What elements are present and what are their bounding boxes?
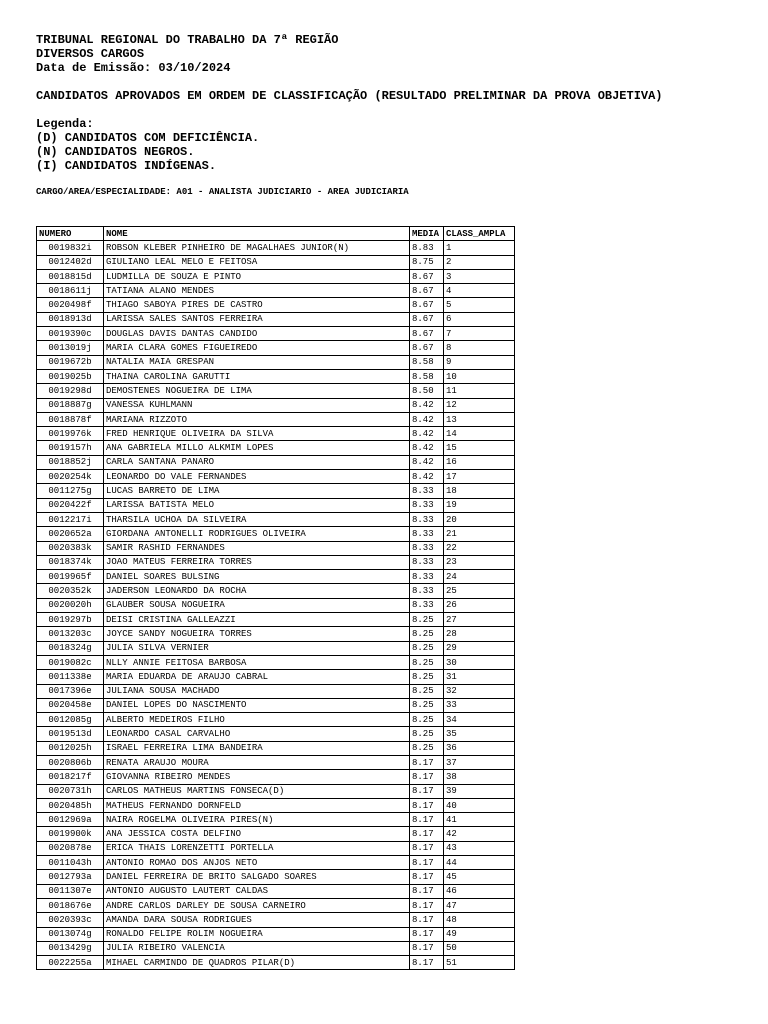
cell-class-ampla: 20: [444, 512, 515, 526]
cell-media: 8.42: [410, 470, 444, 484]
table-row: [37, 527, 515, 541]
table-row: [37, 427, 515, 441]
cell-media: 8.25: [410, 641, 444, 655]
cell-nome: ANTONIO ROMAO DOS ANJOS NETO: [104, 856, 410, 870]
cell-media: 8.25: [410, 727, 444, 741]
cell-nome: DANIEL SOARES BULSING: [104, 570, 410, 584]
cell-nome: CARLA SANTANA PANARO: [104, 455, 410, 469]
legend-item-n: (N) CANDIDATOS NEGROS.: [36, 145, 195, 159]
cell-media: 8.17: [410, 755, 444, 769]
cell-media: 8.67: [410, 341, 444, 355]
table-row: [37, 670, 515, 684]
cell-media: 8.42: [410, 441, 444, 455]
cell-media: 8.33: [410, 527, 444, 541]
cell-numero: 0019082c: [37, 655, 104, 669]
cell-numero: 0017396e: [37, 684, 104, 698]
cell-numero: 0020806b: [37, 755, 104, 769]
table-row: [37, 255, 515, 269]
cell-nome: THIAGO SABOYA PIRES DE CASTRO: [104, 298, 410, 312]
cell-class-ampla: 41: [444, 813, 515, 827]
cell-numero: 0013019j: [37, 341, 104, 355]
table-row: [37, 655, 515, 669]
cell-class-ampla: 40: [444, 798, 515, 812]
cell-class-ampla: 17: [444, 470, 515, 484]
cell-media: 8.33: [410, 541, 444, 555]
column-header-numero: NUMERO: [37, 227, 104, 241]
table-row: [37, 584, 515, 598]
cell-numero: 0019157h: [37, 441, 104, 455]
cell-nome: LUCAS BARRETO DE LIMA: [104, 484, 410, 498]
cell-class-ampla: 27: [444, 613, 515, 627]
table-row: [37, 784, 515, 798]
cell-numero: 0018324g: [37, 641, 104, 655]
cell-numero: 0012217i: [37, 512, 104, 526]
cell-numero: 0020878e: [37, 841, 104, 855]
cell-media: 8.42: [410, 455, 444, 469]
cell-numero: 0019832i: [37, 241, 104, 255]
cell-nome: FRED HENRIQUE OLIVEIRA DA SILVA: [104, 427, 410, 441]
table-row: [37, 841, 515, 855]
cell-media: 8.17: [410, 856, 444, 870]
cell-numero: 0020498f: [37, 298, 104, 312]
legend-item-d: (D) CANDIDATOS COM DEFICIÊNCIA.: [36, 131, 260, 145]
cell-numero: 0018852j: [37, 455, 104, 469]
cell-numero: 0019672b: [37, 355, 104, 369]
table-row: [37, 798, 515, 812]
cell-class-ampla: 18: [444, 484, 515, 498]
cell-media: 8.33: [410, 498, 444, 512]
cell-numero: 0020422f: [37, 498, 104, 512]
cell-class-ampla: 5: [444, 298, 515, 312]
cell-nome: MATHEUS FERNANDO DORNFELD: [104, 798, 410, 812]
table-row: [37, 241, 515, 255]
cell-nome: CARLOS MATHEUS MARTINS FONSECA(D): [104, 784, 410, 798]
cell-nome: ERICA THAIS LORENZETTI PORTELLA: [104, 841, 410, 855]
cell-class-ampla: 35: [444, 727, 515, 741]
cell-class-ampla: 4: [444, 284, 515, 298]
cell-nome: RENATA ARAUJO MOURA: [104, 755, 410, 769]
table-row: [37, 384, 515, 398]
cell-class-ampla: 21: [444, 527, 515, 541]
table-row: [37, 369, 515, 383]
cell-media: 8.25: [410, 627, 444, 641]
cell-class-ampla: 9: [444, 355, 515, 369]
cell-media: 8.25: [410, 684, 444, 698]
cell-media: 8.17: [410, 956, 444, 970]
cell-numero: 0020254k: [37, 470, 104, 484]
cell-class-ampla: 43: [444, 841, 515, 855]
cell-numero: 0018815d: [37, 269, 104, 283]
cell-class-ampla: 22: [444, 541, 515, 555]
cell-media: 8.17: [410, 913, 444, 927]
cell-numero: 0020485h: [37, 798, 104, 812]
cell-numero: 0019965f: [37, 570, 104, 584]
table-row: [37, 641, 515, 655]
table-row: [37, 341, 515, 355]
cell-numero: 0018676e: [37, 898, 104, 912]
table-row: [37, 498, 515, 512]
cell-class-ampla: 39: [444, 784, 515, 798]
cell-media: 8.25: [410, 613, 444, 627]
cell-numero: 0018887g: [37, 398, 104, 412]
cell-class-ampla: 12: [444, 398, 515, 412]
cell-numero: 0019390c: [37, 327, 104, 341]
cell-numero: 0020731h: [37, 784, 104, 798]
cell-media: 8.17: [410, 927, 444, 941]
table-body: [37, 241, 515, 970]
cell-numero: 0019297b: [37, 613, 104, 627]
cell-class-ampla: 34: [444, 713, 515, 727]
cell-class-ampla: 6: [444, 312, 515, 326]
table-row: [37, 484, 515, 498]
cell-nome: ISRAEL FERREIRA LIMA BANDEIRA: [104, 741, 410, 755]
cell-class-ampla: 42: [444, 827, 515, 841]
cell-numero: 0013429g: [37, 941, 104, 955]
cell-numero: 0020652a: [37, 527, 104, 541]
cell-class-ampla: 36: [444, 741, 515, 755]
cell-media: 8.17: [410, 798, 444, 812]
column-header-class-ampla: CLASS_AMPLA: [444, 227, 515, 241]
cell-nome: GLAUBER SOUSA NOGUEIRA: [104, 598, 410, 612]
cell-nome: JULIA SILVA VERNIER: [104, 641, 410, 655]
cell-media: 8.25: [410, 670, 444, 684]
table-row: [37, 927, 515, 941]
cell-media: 8.33: [410, 484, 444, 498]
cell-class-ampla: 28: [444, 627, 515, 641]
cell-numero: 0019513d: [37, 727, 104, 741]
cell-nome: ROBSON KLEBER PINHEIRO DE MAGALHAES JUNIOR(N): [104, 241, 410, 255]
cell-nome: JOAO MATEUS FERREIRA TORRES: [104, 555, 410, 569]
cell-nome: DEISI CRISTINA GALLEAZZI: [104, 613, 410, 627]
issue-date: Data de Emissão: 03/10/2024: [36, 61, 231, 75]
cell-class-ampla: 3: [444, 269, 515, 283]
cell-nome: MARIANA RIZZOTO: [104, 412, 410, 426]
cell-media: 8.33: [410, 570, 444, 584]
cell-class-ampla: 24: [444, 570, 515, 584]
cell-class-ampla: 15: [444, 441, 515, 455]
cell-class-ampla: 38: [444, 770, 515, 784]
cell-nome: LARISSA SALES SANTOS FERREIRA: [104, 312, 410, 326]
cell-nome: DEMOSTENES NOGUEIRA DE LIMA: [104, 384, 410, 398]
cell-numero: 0012793a: [37, 870, 104, 884]
cell-nome: LEONARDO DO VALE FERNANDES: [104, 470, 410, 484]
cell-class-ampla: 49: [444, 927, 515, 941]
cell-nome: DANIEL LOPES DO NASCIMENTO: [104, 698, 410, 712]
cell-nome: ANA JESSICA COSTA DELFINO: [104, 827, 410, 841]
cell-numero: 0018913d: [37, 312, 104, 326]
table-row: [37, 312, 515, 326]
cell-media: 8.17: [410, 941, 444, 955]
cell-nome: ANDRE CARLOS DARLEY DE SOUSA CARNEIRO: [104, 898, 410, 912]
cell-class-ampla: 48: [444, 913, 515, 927]
cell-media: 8.25: [410, 713, 444, 727]
document-title: CANDIDATOS APROVADOS EM ORDEM DE CLASSIFICAÇÃO (RESULTADO PRELIMINAR DA PROVA OBJETIVA): [36, 89, 663, 103]
cell-class-ampla: 31: [444, 670, 515, 684]
cell-class-ampla: 23: [444, 555, 515, 569]
table-row: [37, 598, 515, 612]
cell-nome: RONALDO FELIPE ROLIM NOGUEIRA: [104, 927, 410, 941]
cell-nome: MIHAEL CARMINDO DE QUADROS PILAR(D): [104, 956, 410, 970]
table-row: [37, 913, 515, 927]
cell-numero: 0019900k: [37, 827, 104, 841]
cell-numero: 0018878f: [37, 412, 104, 426]
cell-media: 8.58: [410, 369, 444, 383]
cell-media: 8.42: [410, 427, 444, 441]
table-row: [37, 398, 515, 412]
cell-media: 8.67: [410, 298, 444, 312]
cell-media: 8.17: [410, 870, 444, 884]
table-row: [37, 355, 515, 369]
table-row: [37, 856, 515, 870]
table-row: [37, 284, 515, 298]
column-header-media: MEDIA: [410, 227, 444, 241]
cell-class-ampla: 1: [444, 241, 515, 255]
cell-media: 8.33: [410, 512, 444, 526]
cell-numero: 0019976k: [37, 427, 104, 441]
cell-nome: NLLY ANNIE FEITOSA BARBOSA: [104, 655, 410, 669]
cell-class-ampla: 47: [444, 898, 515, 912]
legend-item-i: (I) CANDIDATOS INDÍGENAS.: [36, 159, 217, 173]
document-header: [36, 33, 736, 198]
cell-nome: JOYCE SANDY NOGUEIRA TORRES: [104, 627, 410, 641]
positions-label: DIVERSOS CARGOS: [36, 47, 145, 61]
cell-nome: THARSILA UCHOA DA SILVEIRA: [104, 512, 410, 526]
cell-media: 8.33: [410, 584, 444, 598]
cell-media: 8.25: [410, 698, 444, 712]
cell-nome: AMANDA DARA SOUSA RODRIGUES: [104, 913, 410, 927]
cell-media: 8.25: [410, 741, 444, 755]
cell-class-ampla: 7: [444, 327, 515, 341]
cell-class-ampla: 19: [444, 498, 515, 512]
cell-class-ampla: 29: [444, 641, 515, 655]
cell-media: 8.67: [410, 327, 444, 341]
cell-nome: GIOVANNA RIBEIRO MENDES: [104, 770, 410, 784]
cell-class-ampla: 26: [444, 598, 515, 612]
cell-class-ampla: 44: [444, 856, 515, 870]
table-row: [37, 541, 515, 555]
cell-media: 8.50: [410, 384, 444, 398]
cell-nome: VANESSA KUHLMANN: [104, 398, 410, 412]
cell-nome: ALBERTO MEDEIROS FILHO: [104, 713, 410, 727]
cell-nome: ANTONIO AUGUSTO LAUTERT CALDAS: [104, 884, 410, 898]
cell-nome: LEONARDO CASAL CARVALHO: [104, 727, 410, 741]
table-row: [37, 455, 515, 469]
cell-numero: 0011275g: [37, 484, 104, 498]
cell-numero: 0020458e: [37, 698, 104, 712]
cell-numero: 0020352k: [37, 584, 104, 598]
table-row: [37, 269, 515, 283]
cell-media: 8.67: [410, 312, 444, 326]
cell-class-ampla: 51: [444, 956, 515, 970]
cell-nome: GIORDANA ANTONELLI RODRIGUES OLIVEIRA: [104, 527, 410, 541]
cell-class-ampla: 30: [444, 655, 515, 669]
cell-class-ampla: 13: [444, 412, 515, 426]
table-row: [37, 898, 515, 912]
table-row: [37, 627, 515, 641]
cell-numero: 0012025h: [37, 741, 104, 755]
cell-nome: JULIANA SOUSA MACHADO: [104, 684, 410, 698]
cell-numero: 0013203c: [37, 627, 104, 641]
table-row: [37, 441, 515, 455]
cell-numero: 0020393c: [37, 913, 104, 927]
cell-nome: LUDMILLA DE SOUZA E PINTO: [104, 269, 410, 283]
cell-numero: 0020020h: [37, 598, 104, 612]
cell-media: 8.75: [410, 255, 444, 269]
cell-nome: MARIA EDUARDA DE ARAUJO CABRAL: [104, 670, 410, 684]
table-row: [37, 698, 515, 712]
cell-media: 8.83: [410, 241, 444, 255]
cell-class-ampla: 2: [444, 255, 515, 269]
cell-numero: 0018217f: [37, 770, 104, 784]
table-row: [37, 770, 515, 784]
cell-media: 8.17: [410, 841, 444, 855]
cell-nome: TATIANA ALANO MENDES: [104, 284, 410, 298]
cell-numero: 0012969a: [37, 813, 104, 827]
table-row: [37, 412, 515, 426]
table-row: [37, 555, 515, 569]
cell-nome: ANA GABRIELA MILLO ALKMIM LOPES: [104, 441, 410, 455]
cell-class-ampla: 50: [444, 941, 515, 955]
table-row: [37, 741, 515, 755]
cell-nome: LARISSA BATISTA MELO: [104, 498, 410, 512]
cell-class-ampla: 14: [444, 427, 515, 441]
cell-numero: 0019298d: [37, 384, 104, 398]
results-table: [36, 226, 515, 970]
cell-nome: THAINA CAROLINA GARUTTI: [104, 369, 410, 383]
cell-class-ampla: 8: [444, 341, 515, 355]
cell-nome: NATALIA MAIA GRESPAN: [104, 355, 410, 369]
cell-media: 8.33: [410, 555, 444, 569]
cell-class-ampla: 11: [444, 384, 515, 398]
table-row: [37, 870, 515, 884]
cell-class-ampla: 46: [444, 884, 515, 898]
cell-class-ampla: 25: [444, 584, 515, 598]
cell-numero: 0011307e: [37, 884, 104, 898]
legend-title: Legenda:: [36, 117, 94, 131]
cell-class-ampla: 37: [444, 755, 515, 769]
table-header-row: [37, 227, 515, 241]
cell-media: 8.25: [410, 655, 444, 669]
cell-media: 8.17: [410, 898, 444, 912]
cell-class-ampla: 33: [444, 698, 515, 712]
cell-nome: MARIA CLARA GOMES FIGUEIREDO: [104, 341, 410, 355]
cell-nome: SAMIR RASHID FERNANDES: [104, 541, 410, 555]
table-row: [37, 327, 515, 341]
table-row: [37, 941, 515, 955]
cell-numero: 0018374k: [37, 555, 104, 569]
table-row: [37, 956, 515, 970]
cell-numero: 0022255a: [37, 956, 104, 970]
institution-name: TRIBUNAL REGIONAL DO TRABALHO DA 7ª REGIÃO: [36, 33, 339, 47]
table-row: [37, 512, 515, 526]
cell-media: 8.17: [410, 784, 444, 798]
cell-class-ampla: 10: [444, 369, 515, 383]
cell-class-ampla: 45: [444, 870, 515, 884]
table-row: [37, 613, 515, 627]
cell-media: 8.67: [410, 284, 444, 298]
cell-media: 8.17: [410, 884, 444, 898]
cell-numero: 0011043h: [37, 856, 104, 870]
table-row: [37, 684, 515, 698]
cell-numero: 0020383k: [37, 541, 104, 555]
cargo-specialty: CARGO/AREA/ESPECIALIDADE: A01 - ANALISTA JUDICIARIO - AREA JUDICIARIA: [36, 187, 409, 197]
cell-class-ampla: 32: [444, 684, 515, 698]
table-row: [37, 727, 515, 741]
column-header-nome: NOME: [104, 227, 410, 241]
cell-numero: 0011338e: [37, 670, 104, 684]
cell-numero: 0012085g: [37, 713, 104, 727]
cell-media: 8.33: [410, 598, 444, 612]
cell-nome: DANIEL FERREIRA DE BRITO SALGADO SOARES: [104, 870, 410, 884]
cell-class-ampla: 16: [444, 455, 515, 469]
table-row: [37, 713, 515, 727]
cell-numero: 0019025b: [37, 369, 104, 383]
cell-numero: 0013074g: [37, 927, 104, 941]
cell-numero: 0012402d: [37, 255, 104, 269]
table-row: [37, 755, 515, 769]
cell-nome: JADERSON LEONARDO DA ROCHA: [104, 584, 410, 598]
cell-nome: DOUGLAS DAVIS DANTAS CANDIDO: [104, 327, 410, 341]
cell-media: 8.17: [410, 827, 444, 841]
cell-media: 8.17: [410, 770, 444, 784]
table-row: [37, 827, 515, 841]
table-row: [37, 298, 515, 312]
cell-nome: GIULIANO LEAL MELO E FEITOSA: [104, 255, 410, 269]
cell-media: 8.58: [410, 355, 444, 369]
cell-media: 8.42: [410, 398, 444, 412]
cell-media: 8.17: [410, 813, 444, 827]
table-row: [37, 884, 515, 898]
cell-nome: JULIA RIBEIRO VALENCIA: [104, 941, 410, 955]
cell-media: 8.67: [410, 269, 444, 283]
table-row: [37, 470, 515, 484]
table-row: [37, 570, 515, 584]
cell-numero: 0018611j: [37, 284, 104, 298]
table-row: [37, 813, 515, 827]
cell-nome: NAIRA ROGELMA OLIVEIRA PIRES(N): [104, 813, 410, 827]
cell-media: 8.42: [410, 412, 444, 426]
